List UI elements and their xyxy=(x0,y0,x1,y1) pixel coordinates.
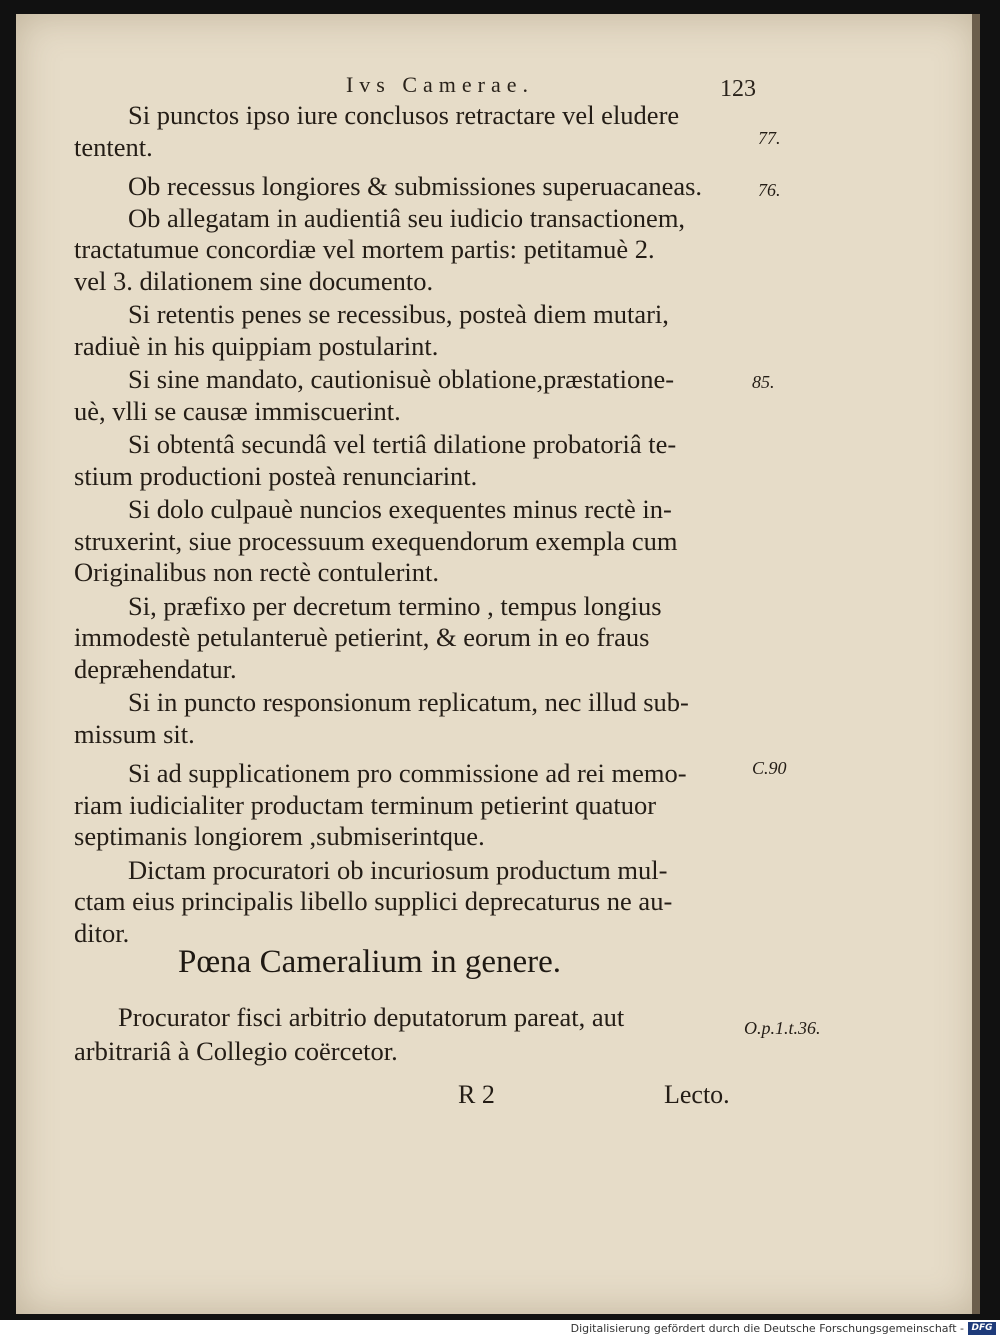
paragraph-line: radiuè in his quippiam postularint. xyxy=(74,330,439,361)
paragraph-2 xyxy=(74,171,754,203)
paragraph-4 xyxy=(74,299,754,362)
margin-note: 76. xyxy=(758,180,781,200)
paragraph-line: uè, vlli se causæ immiscuerint. xyxy=(74,395,401,426)
paragraph-9 xyxy=(74,687,754,750)
paragraph-line: ditor. xyxy=(74,917,130,948)
paragraph-line: Ob recessus longiores & submissiones superuacaneas. xyxy=(128,171,703,201)
margin-note: O.p.1.t.36. xyxy=(744,1018,821,1038)
paragraph-line: Originalibus non rectè contulerint. xyxy=(74,557,440,587)
paragraph-line: immodestè petulanteruè petierint, & eorum in eo fraus xyxy=(74,622,650,652)
body-text xyxy=(74,100,754,949)
paragraph-line: struxerint, siue processuum exequendorum exempla cum xyxy=(74,525,678,556)
paragraph-line: Si obtentâ secundâ vel tertiâ dilatione probatoriâ te- xyxy=(128,429,677,459)
paragraph-line: missum sit. xyxy=(74,718,195,749)
paragraph-1 xyxy=(74,100,754,163)
paragraph-line: tractatumue concordiæ vel mortem partis: petitamuè 2. xyxy=(74,234,655,264)
paragraph-line: stium productioni posteà renunciarint. xyxy=(74,460,478,491)
paragraph-line: septimanis longiorem ,submiserintque. xyxy=(74,821,485,851)
running-head: Ivs Camerae. xyxy=(345,72,535,97)
paragraph-11 xyxy=(74,855,754,950)
paragraph-10 xyxy=(74,758,754,853)
paragraph-line: depræhendatur. xyxy=(74,653,237,684)
margin-note: 77. xyxy=(758,128,781,148)
paragraph-line: tentent. xyxy=(74,131,153,162)
paragraph-12 xyxy=(74,1000,754,1068)
page-edge xyxy=(972,14,980,1314)
paragraph-line: Procurator fisci arbitrio deputatorum pareat, aut xyxy=(118,1002,625,1032)
paragraph-line: vel 3. dilationem sine documento. xyxy=(74,265,434,296)
final-paragraph xyxy=(74,1000,754,1068)
digitization-credit: Digitalisierung gefördert durch die Deutsche Forschungsgemeinschaft - xyxy=(570,1322,964,1335)
dfg-logo-icon: DFG xyxy=(968,1322,996,1335)
paragraph-line: Dictam procuratori ob incuriosum productum mul- xyxy=(128,854,668,885)
paragraph-line: Si sine mandato, cautionisuè oblatione,præstatione- xyxy=(128,364,675,394)
paragraph-5 xyxy=(74,364,754,427)
paragraph-line: riam iudicialiter productam terminum petierint quatuor xyxy=(74,789,657,820)
paragraph-line: Si in puncto responsionum replicatum, nec illud sub- xyxy=(128,687,689,717)
paragraph-line: arbitrariâ à Collegio coërcetor. xyxy=(74,1036,398,1066)
paragraph-line: Si punctos ipso iure conclusos retractare vel eludere xyxy=(128,100,680,130)
margin-note: C.90 xyxy=(752,758,787,778)
paragraph-7 xyxy=(74,494,754,589)
paragraph-8 xyxy=(74,591,754,686)
paragraph-line: Ob allegatam in audientiâ seu iudicio transactionem, xyxy=(128,202,686,233)
paragraph-6 xyxy=(74,429,754,492)
paragraph-3 xyxy=(74,203,754,298)
paragraph-line: Si, præfixo per decretum termino , tempus longius xyxy=(128,590,662,621)
paragraph-line: ctam eius principalis libello supplici deprecaturus ne au- xyxy=(74,886,673,916)
page-number: 123 xyxy=(720,76,756,102)
paragraph-line: Si ad supplicationem pro commissione ad rei memo- xyxy=(128,758,687,788)
signature-mark: R 2 xyxy=(458,1080,495,1109)
section-heading: Pœna Cameralium in genere. xyxy=(178,944,562,980)
paragraph-line: Si retentis penes se recessibus, posteà diem mutari, xyxy=(128,299,669,329)
catchword: Lecto. xyxy=(664,1080,730,1109)
paragraph-line: Si dolo culpauè nuncios exequentes minus rectè in- xyxy=(128,494,672,524)
margin-note: 85. xyxy=(752,372,775,392)
